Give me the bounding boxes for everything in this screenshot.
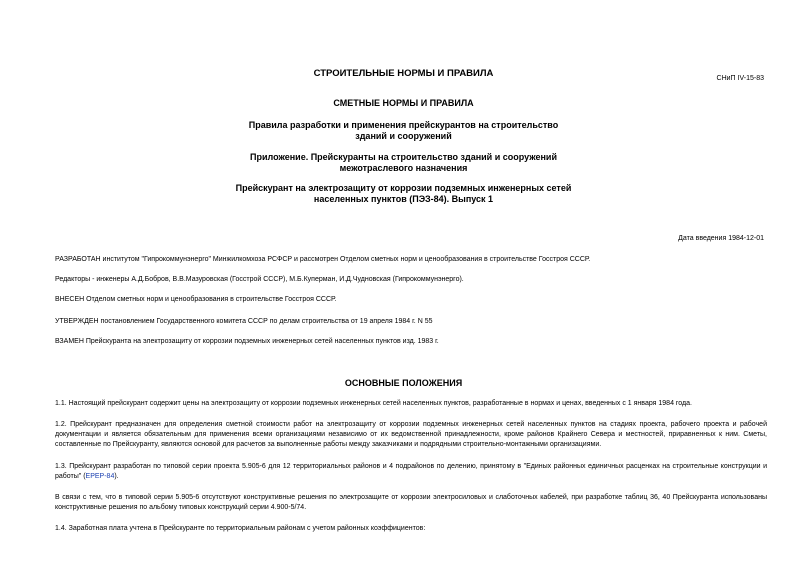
paragraph-1-3-end: ). [114,473,119,480]
rules-title-line2: зданий и сооружений [355,131,452,141]
rules-title [0,120,807,142]
editors: Редакторы - инженеры А.Д.Бобров, В.В.Мазуровская (Госстрой СССР), М.Б.Куперман, И.Д.Чудновская (Гипрокоммунэнерго). [55,276,464,283]
main-title: СТРОИТЕЛЬНЫЕ НОРМЫ И ПРАВИЛА [313,68,494,79]
paragraph-1-3-text: 1.3. Прейскурант разработан по типовой серии проекта 5.905-6 для 12 территориальных районов и 4 подрайонов по делению, принятому в "Единых районных единичных расценках на строительные конструкции и работы" ( [55,463,767,480]
price-list-title-line1: Прейскурант на электрозащиту от коррозии подземных инженерных сетей [235,183,572,193]
price-list-title-line2: населенных пунктов (ПЭЗ-84). Выпуск 1 [313,194,494,204]
paragraph-1-4: 1.4. Заработная плата учтена в Прейскуранте по территориальным районам с учетом районных коэффициентов: [55,525,426,532]
erer-84-link[interactable]: ЕРЕР-84 [85,473,115,480]
sub-title: СМЕТНЫЕ НОРМЫ И ПРАВИЛА [333,98,474,108]
paragraph-1-2: 1.2. Прейскурант предназначен для определения сметной стоимости работ на электрозащиту от коррозии подземных инженерных сетей населенных пунктов на стадиях проекта, рабочего проекта и рабочей документации и является обязательным для применения всеми организациями независимо от их ведомственной принадлежности, кроме районов Крайнего Севера и местностей, приравненных к ним. Сметы, составленные по Прейскуранту, являются основой для расчетов за выполненные работы между заказчиками и подрядными строительно-монтажными организациями. [55,421,767,448]
paragraph-1-3 [55,462,767,482]
appendix-title [0,152,807,174]
developed-by: РАЗРАБОТАН институтом "Гипрокоммунэнерго" Минжилкомхоза РСФСР и рассмотрен Отделом сметных норм и ценообразования в строительстве Госстроя СССР. [55,256,591,263]
intro-date: Дата введения 1984-12-01 [678,235,764,242]
replaces: ВЗАМЕН Прейскуранта на электрозащиту от коррозии подземных инженерных сетей населенных пунктов изд. 1983 г. [55,338,439,345]
price-list-title [0,183,807,205]
paragraph-1-1: 1.1. Настоящий прейскурант содержит цены на электрозащиту от коррозии подземных инженерных сетей населенных пунктов, разработанные в нормах и ценах, введенных с 1 января 1984 года. [55,400,692,407]
appendix-title-line1: Приложение. Прейскуранты на строительство зданий и сооружений [249,152,557,162]
section-title: ОСНОВНЫЕ ПОЛОЖЕНИЯ [344,378,463,388]
appendix-title-line2: межотраслевого назначения [339,163,468,173]
rules-title-line1: Правила разработки и применения прейскурантов на строительство [248,120,559,130]
document-code: СНиП IV-15-83 [716,75,764,82]
paragraph-series-note: В связи с тем, что в типовой серии 5.905-6 отсутствуют конструктивные решения по электрозащите от коррозии электросиловых и слаботочных кабелей, при разработке таблиц 36, 40 Прейскуранта использованы конструктивные решения по альбому типовых конструкций серии 4.900-5/74. [55,494,767,511]
approved-by: УТВЕРЖДЕН постановлением Государственного комитета СССР по делам строительства от 19 апреля 1984 г. N 55 [55,318,433,325]
submitted-by: ВНЕСЕН Отделом сметных норм и ценообразования в строительстве Госстроя СССР. [55,296,337,303]
